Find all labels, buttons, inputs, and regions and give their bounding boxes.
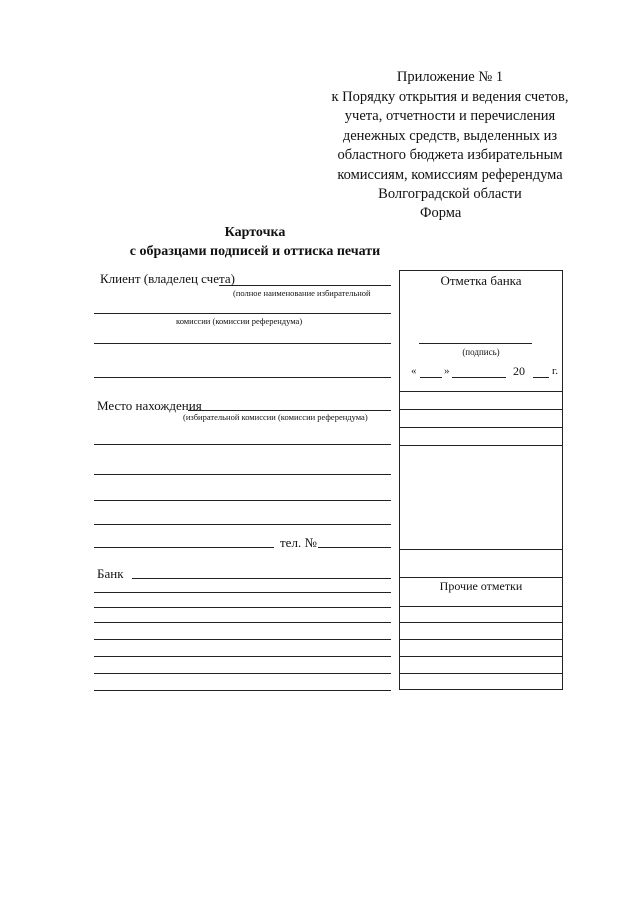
box-divider — [400, 549, 562, 550]
appendix-line: к Порядку открытия и ведения счетов, — [331, 88, 569, 105]
date-open-quote: « — [411, 365, 417, 377]
card-title: Карточка — [224, 225, 286, 240]
location-hint: (избирательной комиссии (комиссии референдума) — [183, 412, 368, 422]
box-divider — [400, 445, 562, 446]
bank-signature-field[interactable] — [419, 343, 532, 344]
location-field-2[interactable] — [94, 444, 391, 445]
appendix-line: учета, отчетности и перечисления — [344, 108, 556, 124]
signature-hint: (подпись) — [462, 347, 500, 357]
phone-field[interactable] — [318, 547, 391, 548]
card-subtitle: с образцами подписей и оттиска печати — [129, 244, 381, 259]
location-field[interactable] — [188, 410, 391, 411]
other-marks-label: Прочие отметки — [439, 579, 523, 593]
appendix-line: денежных средств, выделенных из — [342, 127, 558, 144]
bank-marks-box — [399, 270, 563, 690]
appendix-line: областного бюджета избирательным — [337, 147, 563, 163]
bank-field-6[interactable] — [94, 656, 391, 657]
box-divider — [400, 606, 562, 607]
box-divider — [400, 639, 562, 640]
location-label: Место нахождения — [97, 398, 202, 413]
date-month-field[interactable] — [452, 377, 506, 378]
box-divider — [400, 391, 562, 392]
appendix-line: Приложение № 1 — [396, 69, 504, 85]
bank-field-8[interactable] — [94, 690, 391, 691]
bank-field[interactable] — [132, 578, 391, 579]
bank-field-3[interactable] — [94, 607, 391, 608]
appendix-header — [300, 68, 600, 205]
client-label: Клиент (владелец счета) — [100, 271, 235, 286]
client-name-field-3[interactable] — [94, 343, 391, 344]
box-divider — [400, 673, 562, 674]
date-year-prefix: 20 — [513, 364, 525, 378]
box-divider — [400, 656, 562, 657]
bank-field-4[interactable] — [94, 622, 391, 623]
appendix-line: комиссиям, комиссиям референдума — [337, 166, 563, 183]
bank-label: Банк — [97, 566, 124, 581]
client-name-field-2[interactable] — [94, 313, 391, 314]
bank-field-2[interactable] — [94, 592, 391, 593]
box-divider — [400, 409, 562, 410]
location-field-4[interactable] — [94, 500, 391, 501]
phone-label: тел. № — [280, 535, 317, 550]
form-label: Форма — [420, 205, 462, 221]
address-field-end[interactable] — [94, 547, 274, 548]
appendix-line: Волгоградской области — [378, 186, 522, 202]
box-divider — [400, 427, 562, 428]
box-divider — [400, 577, 562, 578]
location-field-5[interactable] — [94, 524, 391, 525]
date-year-field[interactable] — [533, 377, 549, 378]
date-close-quote: » — [444, 365, 450, 377]
date-day-field[interactable] — [420, 377, 442, 378]
date-year-suffix: г. — [552, 365, 559, 377]
box-divider — [400, 622, 562, 623]
client-hint-2: комиссии (комиссии референдума) — [176, 316, 303, 326]
bank-field-5[interactable] — [94, 639, 391, 640]
client-name-field-4[interactable] — [94, 377, 391, 378]
location-field-3[interactable] — [94, 474, 391, 475]
bank-field-7[interactable] — [94, 673, 391, 674]
bank-mark-header: Отметка банка — [440, 273, 522, 288]
client-hint-1: (полное наименование избирательной — [233, 288, 371, 298]
client-name-field[interactable] — [219, 285, 391, 286]
